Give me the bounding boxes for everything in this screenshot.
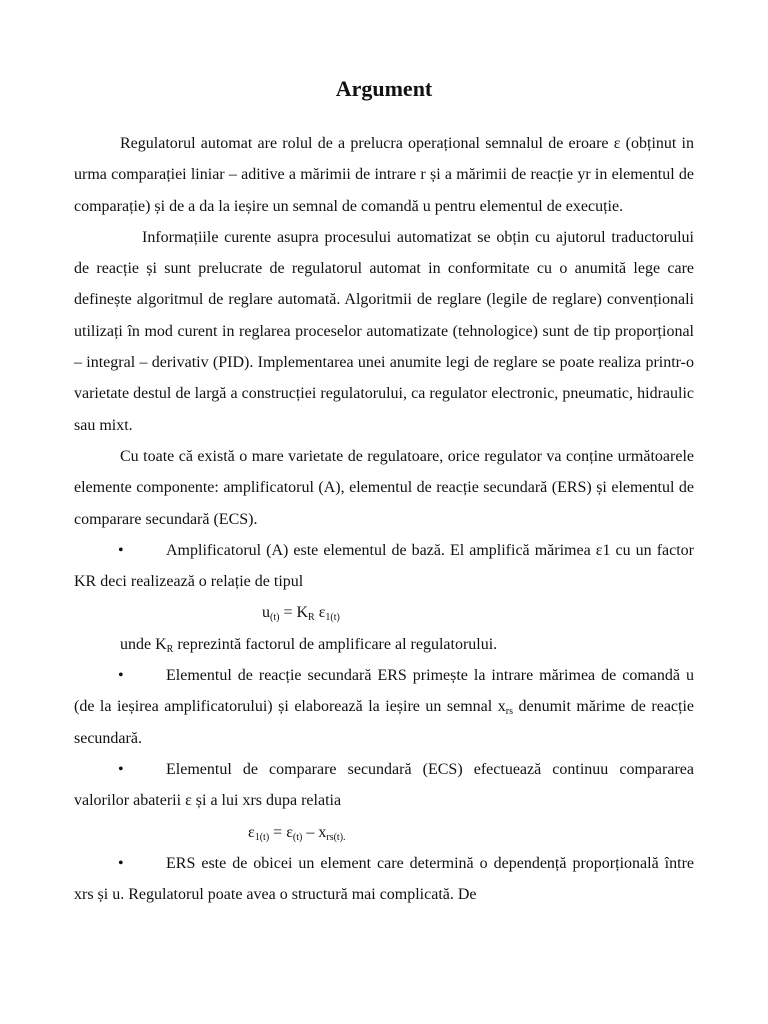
- formula-comparison: $\varepsilon_{1(t)} = \varepsilon_{(t)} - x_{rs(t).}$: [248, 823, 346, 843]
- bullet-item-ers: • Elementul de reacție secundară ERS primește la intrare mărimea de comandă u (de la ieșirea amplificatorului) și elaborează la ieșire un semnal $x_{rs}$ denumit mărime de reacție secundară.: [74, 660, 694, 754]
- paragraph-1: Regulatorul automat are rolul de a prelucra operațional semnalul de eroare ε (obținut in urma comparației liniar – aditive a mărimii de intrare r și a mărimii de reacție yr in elementul de comparație) și de a da la ieșire un semnal de comandă u pentru elementul de execuție.: [74, 135, 694, 215]
- formula-amplifier: $u_{(t)} = K_R$ $\varepsilon_{1(t)}$: [262, 604, 340, 624]
- bullet-item-amplifier: [74, 535, 694, 598]
- bullet-text: Amplificatorul (A) este elementul de bază. El amplifică mărimea ε1 cu un factor KR deci realizează o relație de tipul: [74, 541, 694, 591]
- paragraph-3: Cu toate că există o mare varietate de regulatoare, orice regulator va conține următoarele elemente componente: amplificatorul (A), elementul de reacție secundară (ERS) și elementul de comparare secundară (ECS).: [74, 447, 694, 528]
- bullet-icon: •: [118, 760, 124, 778]
- document-body: [74, 128, 694, 910]
- formula-explanation: unde $K_R$ reprezintă factorul de amplificare al regulatorului.: [120, 635, 498, 655]
- paragraph-2: Informațiile curente asupra procesului automatizat se obțin cu ajutorul traductorului de reacție și sunt prelucrate de regulatorul automat in conformitate cu o anumită lege care definește algoritmul de reglare automată. Algoritmii de reglare (legile de reglare) convenționali utilizați în mod curent in reglarea proceselor automatizate (tehnologice) sunt de tip proporțional – integral – derivativ (PID). Implementarea unei anumite legi de reglare se poate realiza printr-o varietate destul de largă a construcției regulatorului, ca regulator electronic, pneumatic, hidraulic sau mixt.: [74, 228, 694, 434]
- bullet-text: Elementul de comparare secundară (ECS) efectuează continuu compararea valorilor abaterii ε și a lui xrs dupa relatia: [74, 760, 694, 810]
- bullet-text: ERS este de obicei un element care determină o dependență proporțională între xrs și u. Regulatorul poate avea o structură mai complicată. De: [74, 854, 694, 904]
- bullet-item-ers-dependency: [74, 848, 694, 911]
- bullet-icon: •: [118, 854, 124, 872]
- bullet-icon: •: [118, 541, 124, 559]
- bullet-item-ecs: [74, 754, 694, 817]
- bullet-icon: •: [118, 667, 124, 685]
- page-title: Argument: [335, 76, 433, 101]
